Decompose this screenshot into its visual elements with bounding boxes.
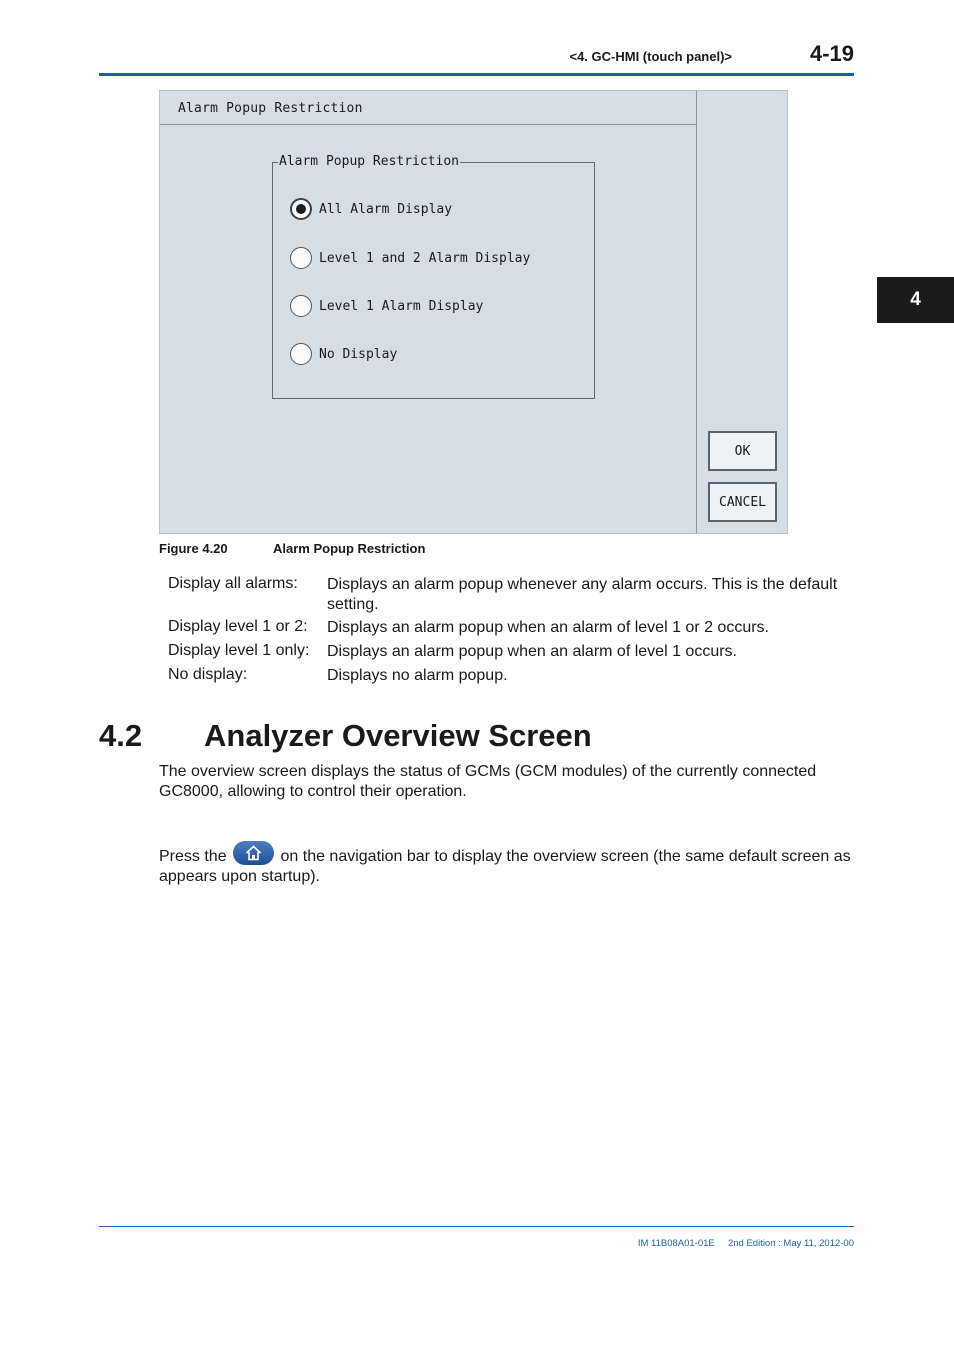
edition: 2nd Edition : May 11, 2012-00 bbox=[727, 1238, 854, 1249]
alarm-popup-screen bbox=[159, 90, 788, 534]
definition-desc: Displays an alarm popup whenever any alarm occurs. This is the default setting. bbox=[327, 576, 838, 613]
option-label: Level 1 Alarm Display bbox=[319, 298, 484, 314]
footer-text bbox=[560, 1238, 854, 1249]
definition-term: No display: bbox=[168, 666, 248, 683]
header-rule bbox=[99, 73, 854, 76]
footer-rule bbox=[99, 1226, 854, 1227]
page-number: 4-19 bbox=[809, 41, 854, 66]
press-after-text: on the navigation bar to display the overview screen (the same default screen as appears upon startup). bbox=[159, 848, 851, 885]
home-icon bbox=[233, 841, 274, 865]
definition-desc: Displays an alarm popup when an alarm of level 1 or 2 occurs. bbox=[327, 619, 769, 636]
ok-button[interactable]: OK bbox=[708, 431, 777, 471]
definition-desc: Displays no alarm popup. bbox=[327, 667, 508, 684]
press-home-paragraph bbox=[159, 841, 859, 887]
section-intro: The overview screen displays the status of GCMs (GCM modules) of the currently connected GC8000, allowing to control their operation. bbox=[159, 763, 817, 800]
definition-desc: Displays an alarm popup when an alarm of level 1 occurs. bbox=[327, 643, 737, 660]
definition-term: Display all alarms: bbox=[168, 575, 298, 592]
doc-id: IM 11B08A01-01E bbox=[637, 1238, 715, 1249]
group-label: Alarm Popup Restriction bbox=[279, 154, 460, 169]
section-number: 4.2 bbox=[99, 718, 143, 753]
chapter-side-tab: 4 bbox=[877, 277, 954, 323]
option-label: All Alarm Display bbox=[319, 201, 453, 217]
figure-number: Figure 4.20 bbox=[159, 541, 228, 556]
section-title: Analyzer Overview Screen bbox=[204, 718, 592, 753]
screen-frame bbox=[159, 90, 788, 534]
option-label: Level 1 and 2 Alarm Display bbox=[319, 250, 531, 266]
definition-term: Display level 1 only: bbox=[168, 642, 310, 659]
figure-title: Alarm Popup Restriction bbox=[273, 541, 426, 556]
option-label: No Display bbox=[319, 346, 398, 362]
definition-term: Display level 1 or 2: bbox=[168, 618, 308, 635]
cancel-button[interactable]: CANCEL bbox=[708, 482, 777, 522]
press-before-text: Press the bbox=[159, 848, 227, 865]
chapter-heading: <4. GC-HMI (touch panel)> bbox=[569, 49, 732, 64]
screen-title: Alarm Popup Restriction bbox=[178, 101, 363, 116]
